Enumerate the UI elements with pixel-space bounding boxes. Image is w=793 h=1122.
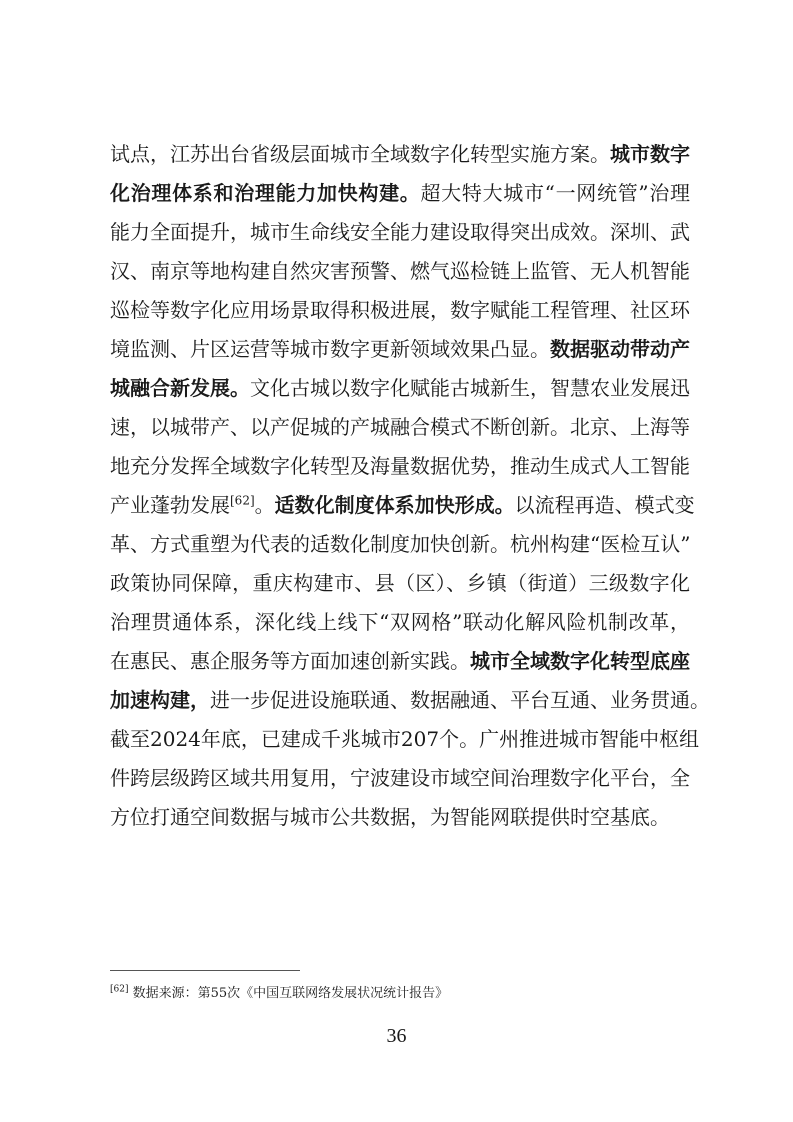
body-text: 进一步促进设施联通、数据融通、平台互通、业务贯通。: [210, 688, 710, 712]
body-line-8: [110, 407, 690, 447]
body-text: 截至2024年底，已建成千兆城市207个。广州推进城市智能中枢组: [110, 727, 700, 751]
footnote-marker: [62]: [110, 984, 129, 995]
bold-heading-data-driven-cont: 城融合新发展。: [110, 376, 250, 400]
footnote-reference[interactable]: [62]: [230, 493, 255, 508]
body-line-9: [110, 446, 690, 486]
body-text: 政策协同保障，重庆构建市、县（区）、乡镇（街道）三级数字化: [110, 571, 690, 595]
bold-heading-institutional-system: 适数化制度体系加快形成。: [274, 493, 515, 517]
bold-heading-data-driven: 数据驱动带动产: [550, 337, 690, 361]
body-text: 速，以城带产、以产促城的产城融合模式不断创新。北京、上海等: [110, 415, 690, 439]
body-text: 能力全面提升，城市生命线安全能力建设取得突出成效。深圳、武: [110, 220, 690, 244]
body-text: 治理贯通体系，深化线上线下“双网格”联动化解风险机制改革，: [110, 610, 690, 634]
body-line-4: [110, 251, 690, 291]
body-text: 超大特大城市“一网统管”治理: [420, 181, 691, 205]
body-text: 文化古城以数字化赋能古城新生，智慧农业发展迅: [250, 376, 690, 400]
footnote-text: 数据来源：第55次《中国互联网络发展状况统计报告》: [132, 986, 449, 1001]
footnote-divider: [110, 970, 300, 971]
body-line-15: [110, 680, 710, 720]
body-text: 产业蓬勃发展: [110, 493, 230, 517]
body-text: 方位打通空间数据与城市公共数据，为智能网联提供时空基底。: [110, 805, 670, 829]
bold-heading-digital-foundation: 城市全域数字化转型底座: [470, 649, 690, 673]
body-text: 革、方式重塑为代表的适数化制度加快创新。杭州构建“医检互认”: [110, 532, 691, 556]
body-line-16: [110, 719, 700, 759]
body-line-3: [110, 212, 690, 252]
body-text: 在惠民、惠企服务等方面加速创新实践。: [110, 649, 470, 673]
body-line-7: [110, 368, 690, 408]
bold-heading-city-digital-governance-cont: 化治理体系和治理能力加快构建。: [110, 181, 421, 205]
body-text: 地充分发挥全域数字化转型及海量数据优势，推动生成式人工智能: [110, 454, 690, 478]
body-line-2: [110, 173, 690, 213]
body-line-5: [110, 290, 690, 330]
body-line-11: [110, 524, 690, 564]
body-line-6: [110, 329, 690, 369]
bold-heading-city-digital-governance: 城市数字: [610, 142, 690, 166]
body-text: 巡检等数字化应用场景取得积极进展，数字赋能工程管理、社区环: [110, 298, 690, 322]
body-line-13: [110, 602, 690, 642]
page-number: 36: [386, 1025, 407, 1047]
body-text: 件跨层级跨区域共用复用，宁波建设市域空间治理数字化平台，全: [110, 766, 690, 790]
body-line-17: [110, 758, 690, 798]
body-text: 境监测、片区运营等城市数字更新领域效果凸显。: [110, 337, 550, 361]
body-text: 以流程再造、模式变: [514, 493, 695, 517]
body-line-18: [110, 797, 690, 837]
body-text: 汉、南京等地构建自然灾害预警、燃气巡检链上监管、无人机智能: [110, 259, 690, 283]
bold-heading-digital-foundation-cont: 加速构建，: [110, 688, 210, 712]
body-line-10: [110, 485, 695, 525]
body-text: 试点，江苏出台省级层面城市全域数字化转型实施方案。: [110, 142, 610, 166]
body-line-12: [110, 563, 690, 603]
body-line-1: [110, 134, 690, 174]
body-line-14: [110, 641, 690, 681]
body-text: 。: [254, 493, 275, 517]
footnote: [110, 985, 448, 1003]
